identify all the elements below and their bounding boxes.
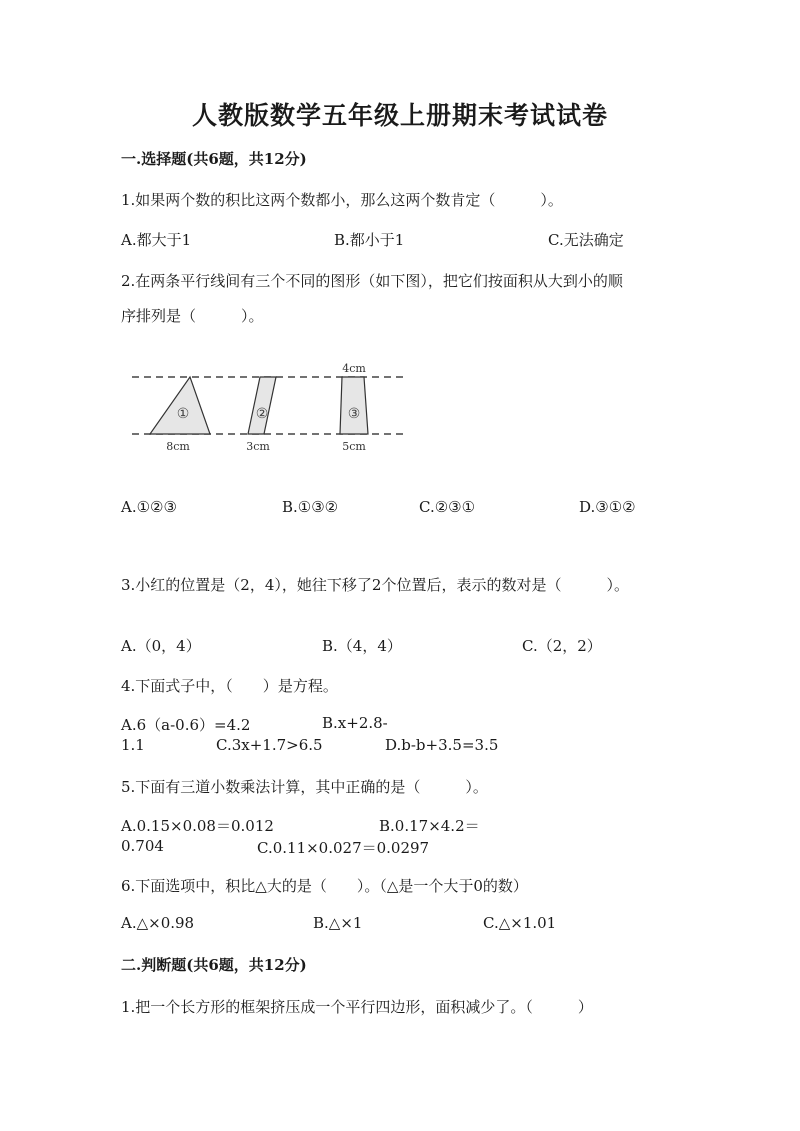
q2-option-c: C.②③① — [419, 498, 476, 516]
q4-option-c: C.3x+1.7>6.5 — [216, 736, 323, 754]
q2-option-d: D.③①② — [579, 498, 636, 516]
shape-label-2: ② — [255, 406, 269, 422]
q1-option-b: B.都小于1 — [334, 231, 405, 249]
shape-label-1: ① — [176, 406, 190, 422]
q3-stem: 3.小红的位置是（2，4），她往下移了2个位置后，表示的数对是（ ）。 — [121, 576, 629, 594]
q6-option-c: C.△×1.01 — [483, 914, 557, 932]
dim-label-shape1-bottom: 8cm — [166, 440, 190, 453]
q3-option-c: C.（2，2） — [522, 637, 602, 655]
q2-figure — [128, 360, 408, 460]
section-1-heading: 一.选择题(共6题，共12分) — [121, 150, 307, 168]
page-title: 人教版数学五年级上册期末考试试卷 — [191, 101, 608, 130]
q6-stem: 6.下面选项中，积比△大的是（ ）。（△是一个大于0的数） — [121, 877, 528, 895]
section-2-heading: 二.判断题(共6题，共12分) — [121, 956, 307, 974]
q5-option-b-end: 0.704 — [121, 837, 164, 855]
q1-option-c: C.无法确定 — [548, 231, 624, 249]
q2-stem-line2: 序排列是（ ）。 — [121, 307, 264, 325]
q5-option-a: A.0.15×0.08＝0.012 — [121, 817, 274, 835]
q6-option-a: A.△×0.98 — [121, 914, 195, 932]
q3-option-a: A.（0，4） — [121, 637, 201, 655]
q5-option-c: C.0.11×0.027＝0.0297 — [257, 839, 430, 857]
judge-q1-stem: 1.把一个长方形的框架挤压成一个平行四边形，面积减少了。（ ） — [121, 998, 593, 1016]
q3-option-b: B.（4，4） — [322, 637, 402, 655]
dim-label-shape2-bottom: 3cm — [246, 440, 270, 453]
shape-label-3: ③ — [347, 406, 361, 422]
dim-label-shape3-bottom: 5cm — [342, 440, 366, 453]
q5-stem: 5.下面有三道小数乘法计算，其中正确的是（ ）。 — [121, 778, 488, 796]
q5-option-b-start: B.0.17×4.2＝ — [379, 817, 480, 835]
q4-stem: 4.下面式子中，（ ）是方程。 — [121, 677, 338, 695]
dim-label-shape3-top: 4cm — [342, 362, 366, 375]
q4-option-a: A.6（a-0.6）=4.2 — [121, 716, 251, 734]
q4-option-b-end: 1.1 — [121, 736, 145, 754]
q2-option-b: B.①③② — [282, 498, 339, 516]
q1-option-a: A.都大于1 — [121, 231, 192, 249]
q6-option-b: B.△×1 — [313, 914, 363, 932]
q1-stem: 1.如果两个数的积比这两个数都小，那么这两个数肯定（ ）。 — [121, 191, 563, 209]
q4-option-b-start: B.x+2.8- — [322, 714, 388, 732]
q2-stem-line1: 2.在两条平行线间有三个不同的图形（如下图），把它们按面积从大到小的顺 — [121, 272, 623, 290]
q2-option-a: A.①②③ — [121, 498, 177, 516]
q4-option-d: D.b-b+3.5=3.5 — [385, 736, 499, 754]
